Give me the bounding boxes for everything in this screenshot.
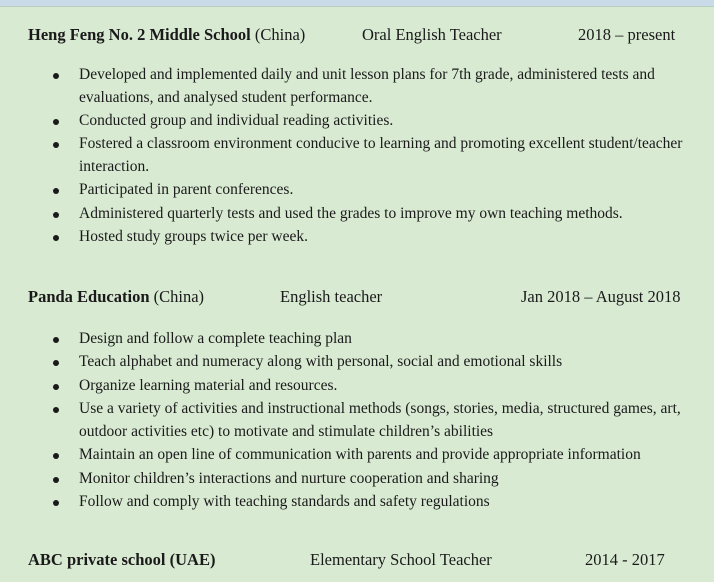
bullet-icon (53, 453, 59, 459)
job-dates: Jan 2018 – August 2018 (521, 287, 681, 306)
job-dates: 2018 – present (578, 25, 676, 44)
job-dates: 2014 - 2017 (585, 550, 665, 569)
job-header-abc (28, 549, 698, 571)
list-item: Participated in parent conferences. (0, 179, 714, 202)
employer-location: (China) (254, 25, 306, 44)
list-item: Developed and implemented daily and unit lesson plans for 7th grade, administered tests and evaluations, and analysed student performance. (0, 64, 714, 109)
bullet-icon (53, 337, 59, 343)
bullet-icon (53, 477, 59, 483)
employer-name: ABC private school (UAE) (28, 550, 216, 569)
duties-list-panda (0, 328, 714, 514)
list-item: Hosted study groups twice per week. (0, 226, 714, 249)
list-item: Monitor children’s interactions and nurture cooperation and sharing (0, 468, 714, 491)
list-item: Follow and comply with teaching standards and safety regulations (0, 491, 714, 514)
bullet-icon (53, 212, 59, 218)
job-role: Oral English Teacher (362, 25, 502, 44)
bullet-icon (53, 407, 59, 413)
bullet-icon (53, 235, 59, 241)
list-item: Maintain an open line of communication with parents and provide appropriate information (0, 444, 714, 467)
job-role: English teacher (280, 287, 383, 306)
job-header-heng-feng (28, 24, 698, 46)
job-role: Elementary School Teacher (310, 550, 492, 569)
employer-location: (China) (153, 287, 205, 306)
list-item: Administered quarterly tests and used the grades to improve my own teaching methods. (0, 203, 714, 226)
employer-name: Panda Education (28, 287, 150, 306)
bullet-icon (53, 188, 59, 194)
list-item: Organize learning material and resources. (0, 375, 714, 398)
bullet-icon (53, 142, 59, 148)
bullet-icon (53, 119, 59, 125)
duties-list-heng-feng (0, 64, 714, 250)
list-item: Use a variety of activities and instructional methods (songs, stories, media, structured games, art, outdoor activities etc) to motivate and stimulate children’s abilities (0, 398, 714, 443)
bullet-icon (53, 360, 59, 366)
list-item: Conducted group and individual reading activities. (0, 110, 714, 133)
bullet-icon (53, 384, 59, 390)
bullet-icon (53, 500, 59, 506)
list-item: Fostered a classroom environment conducive to learning and promoting excellent student/teacher interaction. (0, 133, 714, 178)
list-item: Design and follow a complete teaching plan (0, 328, 714, 351)
bullet-icon (53, 73, 59, 79)
job-header-panda (28, 286, 698, 308)
employer-name: Heng Feng No. 2 Middle School (28, 25, 251, 44)
list-item: Teach alphabet and numeracy along with personal, social and emotional skills (0, 351, 714, 374)
